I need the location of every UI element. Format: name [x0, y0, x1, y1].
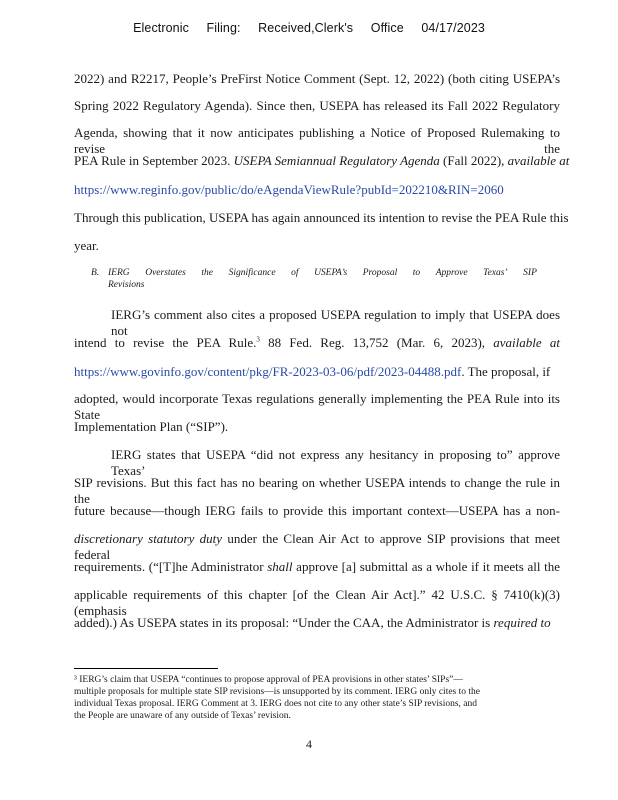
text-run: PEA Rule in September 2023.: [74, 153, 234, 168]
filing-stamp-header: [0, 21, 618, 35]
text-run: available at: [493, 335, 560, 350]
page-number: 4: [306, 737, 312, 751]
body-line: [74, 559, 560, 575]
heading-word: USEPA’s: [314, 268, 348, 278]
heading-word: to: [412, 268, 421, 278]
body-line: IERG states that USEPA “did not express any hesitancy in proposing to” approve Texas’: [111, 447, 560, 478]
text-run: (Fall 2022),: [439, 153, 508, 168]
body-line: year.: [74, 238, 99, 253]
body-line: [74, 153, 569, 169]
text-run: discretionary statutory duty: [74, 531, 223, 546]
body-line: [74, 364, 550, 380]
section-heading-letter: B.: [91, 268, 100, 278]
footnote-marker: 3: [256, 335, 260, 344]
text-run: intend to revise the PEA Rule.: [74, 335, 257, 350]
section-heading: [108, 268, 537, 278]
text-run: added).) As USEPA states in its proposal: “Under the CAA, the Administrator is: [74, 615, 494, 630]
footnote-line: individual Texas proposal. IERG Comment at 3. IERG does not cite to any other state’s SIP revisions, and: [74, 699, 478, 709]
footnote-line: ³ IERG’s claim that USEPA “continues to propose approval of PEA provisions in other states’ SIPs”—: [74, 675, 463, 685]
header-word: Received,Clerk's: [258, 21, 354, 35]
text-run: available at: [507, 153, 570, 168]
body-line: [74, 615, 551, 631]
text-run: required to: [493, 615, 551, 630]
section-heading-line2: Revisions: [108, 280, 145, 290]
heading-word: the: [201, 268, 214, 278]
body-line: 2022) and R2217, People’s PreFirst Notice Comment (Sept. 12, 2022) (both citing USEPA’s: [74, 71, 560, 86]
govinfo-link[interactable]: https://www.govinfo.gov/content/pkg/FR-2023-03-06/pdf/2023-04488.pdf: [74, 364, 462, 379]
text-run: 88 Fed. Reg. 13,752 (Mar. 6, 2023),: [259, 335, 494, 350]
footnote-line: the People are unaware of any outside of Texas’ revision.: [74, 711, 291, 721]
text-run: . The proposal, if: [461, 364, 551, 379]
footnote-divider: [74, 668, 218, 669]
text-run: shall: [267, 559, 293, 574]
citation-title: USEPA Semiannual Regulatory Agenda: [233, 153, 440, 168]
heading-word: Texas’: [483, 268, 508, 278]
body-line: Spring 2022 Regulatory Agenda). Since then, USEPA has released its Fall 2022 Regulatory: [74, 98, 560, 113]
body-line: applicable requirements of this chapter [of the Clean Air Act].” 42 U.S.C. § 7410(k)(3) (emphasis: [74, 587, 560, 618]
body-line: Agenda, showing that it now anticipates publishing a Notice of Proposed Rulemaking to revise the: [74, 125, 560, 156]
heading-word: Proposal: [362, 268, 398, 278]
heading-word: Significance: [228, 268, 276, 278]
header-word: Electronic: [133, 21, 189, 35]
heading-word: SIP: [523, 268, 537, 278]
text-run: approve [a] submittal as a whole if it meets all the: [292, 559, 560, 574]
body-line: SIP revisions. But this fact has no bearing on whether USEPA intends to change the rule in the: [74, 475, 560, 506]
body-line: future because—though IERG fails to provide this important context—USEPA has a non-: [74, 503, 560, 518]
heading-word: Overstates: [145, 268, 186, 278]
header-word: Office: [370, 21, 404, 35]
heading-word: of: [291, 268, 299, 278]
text-run: under the Clean Air Act to approve SIP provisions that meet federal: [74, 531, 560, 562]
body-line: adopted, would incorporate Texas regulations generally implementing the PEA Rule into its State: [74, 391, 560, 422]
heading-word: IERG: [108, 268, 130, 278]
body-line: IERG’s comment also cites a proposed USEPA regulation to imply that USEPA does not: [111, 307, 560, 338]
header-word: 04/17/2023: [421, 21, 485, 35]
body-line: Implementation Plan (“SIP”).: [74, 419, 229, 434]
body-line: [74, 335, 560, 351]
heading-word: Approve: [435, 268, 468, 278]
footnote-line: multiple proposals for multiple state SIP revisions—is unsupported by its comment. IERG only cites to the: [74, 687, 480, 697]
text-run: requirements. (“[T]he Administrator: [74, 559, 268, 574]
body-line: Through this publication, USEPA has again announced its intention to revise the PEA Rule this: [74, 210, 569, 225]
reginfo-link[interactable]: https://www.reginfo.gov/public/do/eAgendaViewRule?pubId=202210&RIN=2060: [74, 182, 504, 197]
header-word: Filing:: [206, 21, 241, 35]
